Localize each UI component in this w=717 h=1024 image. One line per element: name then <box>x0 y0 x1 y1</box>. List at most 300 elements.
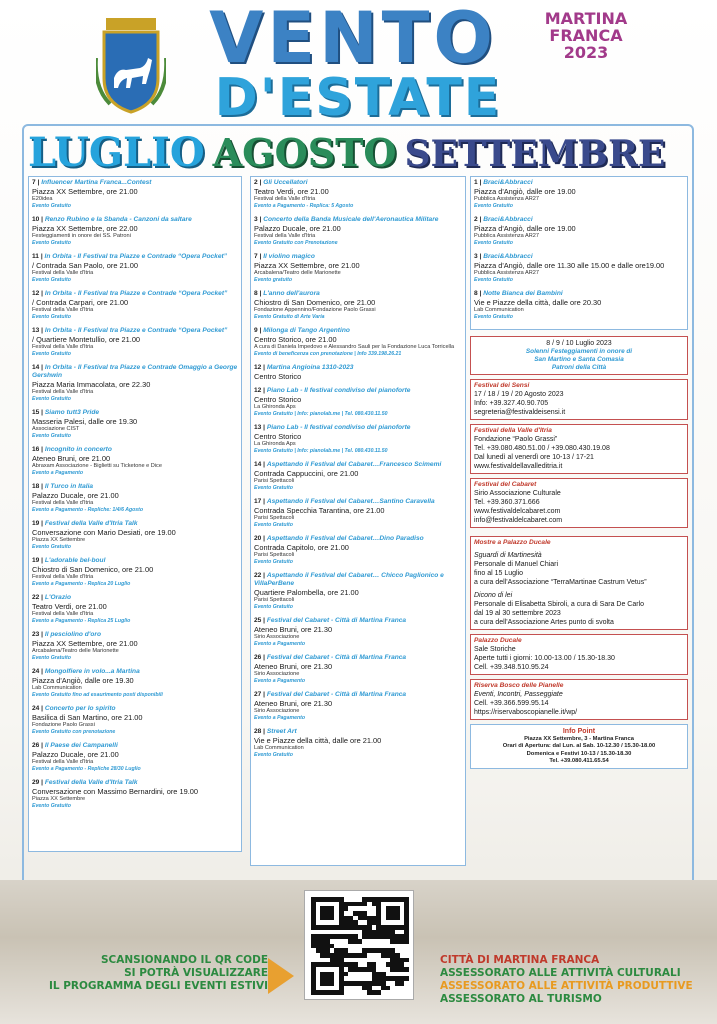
event-organizer: Sirio Associazione <box>254 708 300 714</box>
event-name: Festival del Cabaret - Città di Martina Franca <box>266 691 407 698</box>
event-ticket: Evento Gratuito <box>254 604 293 610</box>
event-day: 26 <box>32 742 40 749</box>
event-ticket: Evento Gratuito <box>32 544 71 550</box>
event-ticket: Evento Gratuito <box>32 277 71 283</box>
event-name: In Orbita - Il Festival tra Piazze e Contrade “Opera Pocket” <box>44 290 228 297</box>
event-separator: | <box>261 535 267 542</box>
event-title <box>32 364 238 380</box>
july-column <box>28 176 242 852</box>
patroni-box <box>470 336 688 375</box>
event-ticket: Evento Gratuito <box>254 522 293 528</box>
event-ticket: Evento a Pagamento - Replica 20 Luglio <box>32 581 131 587</box>
festival-cabaret-box <box>470 478 688 528</box>
event-name: L'anno dell'aurora <box>263 290 320 297</box>
event-item <box>254 691 462 722</box>
event-place: / Contrada San Paolo, ore 21.00 <box>32 261 139 270</box>
event-item <box>254 535 462 566</box>
festival-valle-box <box>470 424 688 474</box>
event-place: Vie e Piazze della città, dalle ore 21.00 <box>254 736 382 745</box>
mostre-b-curator: a cura dell'Associazione Artes punto di svolta <box>474 619 614 626</box>
info-point-phone: Tel. +39.080.411.65.54 <box>549 758 609 765</box>
event-title <box>32 483 238 491</box>
event-title <box>32 631 238 639</box>
event-place: Contrada Cappuccini, ore 21.00 <box>254 469 359 478</box>
event-organizer: Festival della Valle d'Itria <box>32 344 94 350</box>
month-july: LUGLIO <box>28 129 205 176</box>
event-ticket: Evento Gratuito <box>474 240 513 246</box>
bosco-pianelle-box <box>470 679 688 720</box>
festival-cabaret-org: Sirio Associazione Culturale <box>474 490 561 497</box>
event-item <box>254 179 462 210</box>
event-ticket: Evento Gratuito fino ad esaurimento posti disponibili <box>32 692 163 698</box>
event-item <box>32 594 238 625</box>
event-name: Concerto per lo spirito <box>44 705 116 712</box>
event-day: 24 <box>32 705 40 712</box>
event-day: 14 <box>254 461 262 468</box>
event-organizer: A cura di Daniela Impedovo e Alessandro Sauli per la Fondazione Luca Torricella <box>254 344 455 350</box>
event-separator: | <box>39 520 45 527</box>
mostre-box <box>470 536 688 630</box>
info-point-address: Piazza XX Settembre, 3 - Martina Franca <box>524 736 634 742</box>
city-crest-icon <box>96 18 166 114</box>
event-organizer: Pubblica Assistenza AR27 <box>474 270 539 276</box>
event-item <box>32 327 238 358</box>
event-day: 23 <box>32 631 40 638</box>
event-ticket: Evento Gratuito <box>32 314 71 320</box>
event-item <box>254 424 462 455</box>
info-point-box <box>470 724 688 769</box>
event-ticket: Evento Gratuito <box>474 203 513 209</box>
poster-title: VENTO <box>209 0 497 79</box>
festival-valle-web: www.festivaldellavalleditria.it <box>474 463 563 470</box>
event-title <box>32 742 238 750</box>
event-place: Conversazione con Mario Desiati, ore 19.00 <box>32 528 176 537</box>
event-separator: | <box>39 483 45 490</box>
event-ticket: Evento Gratuito <box>254 559 293 565</box>
event-name: Il violino magico <box>263 253 315 260</box>
mostre-b-title: Dicono di lei <box>474 592 513 599</box>
event-title <box>254 290 462 298</box>
event-day: 16 <box>32 446 40 453</box>
event-title <box>254 654 462 662</box>
july-events <box>28 176 242 852</box>
event-item <box>32 216 238 247</box>
event-ticket: Evento a Pagamento - Replica: 5 Agosto <box>254 203 354 209</box>
event-name: In Orbita - Il Festival tra Piazze e Contrade “Opera Pocket” <box>44 253 227 260</box>
august-column <box>250 176 466 866</box>
event-title <box>254 179 462 187</box>
event-name: L'Orazio <box>44 594 71 601</box>
event-title <box>254 572 462 588</box>
palazzo-ducale-hours: Aperte tutti i giorni: 10.00-13.00 / 15.30-18.30 <box>474 655 615 662</box>
event-item <box>254 216 462 247</box>
festival-valle-tel: Tel. +39.080.480.51.00 / +39.080.430.19.08 <box>474 445 610 452</box>
event-separator: | <box>39 290 45 297</box>
event-day: 22 <box>254 572 262 579</box>
event-name: Il Turco in Italia <box>44 483 94 490</box>
event-separator: | <box>261 654 267 661</box>
event-item <box>32 409 238 440</box>
event-title <box>254 424 462 432</box>
event-organizer: Piazza XX Settembre <box>32 796 86 802</box>
mostre-a-curator: a cura dell'Associazione “TerraMartinae Castrum Vetus” <box>474 579 647 586</box>
event-place: Centro Storico, ore 21.00 <box>254 335 337 344</box>
mostre-b-dates: dal 19 al 30 settembre 2023 <box>474 610 561 617</box>
event-ticket: Evento Gratuito <box>32 655 71 661</box>
event-separator: | <box>39 668 45 675</box>
event-title <box>254 253 462 261</box>
event-item <box>254 498 462 529</box>
event-item <box>254 728 462 759</box>
festival-sensi-title: Festival dei Sensi <box>474 382 530 389</box>
event-name: Festival del Cabaret - Città di Martina Franca <box>266 654 407 661</box>
bosco-pianelle-desc: Eventi, Incontri, Passeggiate <box>474 691 563 698</box>
event-organizer: Festival della Valle d'Itria <box>32 500 94 506</box>
event-organizer: Lab Communication <box>32 685 82 691</box>
event-day: 12 <box>32 290 40 297</box>
info-point-holidays: Domenica e Festivi 10-13 / 15.30-18.30 <box>526 750 632 757</box>
event-place: Piazza Maria Immacolata, ore 22.30 <box>32 380 151 389</box>
event-place: Piazza d'Angiò, dalle ore 19.00 <box>474 224 576 233</box>
info-point-title: Info Point <box>562 728 596 735</box>
event-separator: | <box>39 327 45 334</box>
event-place: Palazzo Ducale, ore 21.00 <box>32 491 119 500</box>
event-ticket: Evento Gratuito <box>32 203 71 209</box>
event-item <box>32 179 238 210</box>
event-separator: | <box>39 446 45 453</box>
event-day: 28 <box>254 728 262 735</box>
event-item <box>32 631 238 662</box>
event-title <box>254 364 462 372</box>
event-ticket: Evento a Pagamento <box>32 470 84 476</box>
event-name: Aspettando il Festival del Cabaret… Chicco Paglionico e VillaPerBene <box>254 572 444 587</box>
event-ticket: Evento Gratuito di Arte Varia <box>254 314 325 320</box>
qr-instructions <box>40 954 268 993</box>
event-separator: | <box>257 327 264 334</box>
event-ticket: Evento Gratuito <box>254 485 293 491</box>
event-name: Piano Lab - Il festival condiviso del pianoforte <box>266 424 411 431</box>
event-organizer: Fondazione Paolo Grassi <box>32 722 95 728</box>
event-separator: | <box>257 179 264 186</box>
event-name: Aspettando il Festival del Cabaret…Francesco Scimemi <box>266 461 442 468</box>
event-title <box>32 557 238 565</box>
festival-sensi-dates: 17 / 18 / 19 / 20 Agosto 2023 <box>474 391 564 398</box>
credits <box>440 954 700 1006</box>
event-day: 12 <box>254 364 262 371</box>
event-place: Ateneo Bruni, ore 21.30 <box>254 699 333 708</box>
patroni-line1: Solenni Festeggiamenti in onore di <box>525 348 633 355</box>
event-ticket: Evento Gratuito <box>474 277 513 283</box>
month-september: SETTEMBRE <box>404 133 666 175</box>
patroni-line2: San Martino e Santa Comasia <box>534 356 624 363</box>
event-name: Gli Uccellatori <box>263 179 308 186</box>
event-day: 2 <box>474 216 478 223</box>
event-item <box>32 520 238 551</box>
qr-instructions-line3: IL PROGRAMMA DEGLI EVENTI ESTIVI <box>48 980 268 992</box>
festival-cabaret-mail: info@festivaldelcabaret.com <box>474 517 563 524</box>
event-name: Braci&Abbracci <box>483 179 533 186</box>
event-separator: | <box>38 253 45 260</box>
event-day: 7 <box>32 179 36 186</box>
event-item <box>474 179 684 210</box>
event-organizer: Festival della Valle d'Itria <box>32 389 94 395</box>
qr-instructions-line2: SI POTRÀ VISUALIZZARE <box>124 967 268 979</box>
event-organizer: Pubblica Assistenza AR27 <box>474 233 539 239</box>
event-place: / Quartiere Montetullio, ore 21.00 <box>32 335 141 344</box>
event-title <box>254 691 462 699</box>
event-organizer: Festival della Valle d'Itria <box>32 611 94 617</box>
event-separator: | <box>261 691 267 698</box>
event-separator: | <box>477 179 484 186</box>
event-organizer: Arcabalena/Teatro delle Marionette <box>254 270 341 276</box>
event-title <box>32 594 238 602</box>
event-title <box>474 179 684 187</box>
event-ticket: Evento Gratuito <box>474 314 513 320</box>
event-separator: | <box>261 387 267 394</box>
palazzo-ducale-rooms: Sale Storiche <box>474 646 516 653</box>
event-title <box>32 668 238 676</box>
event-title <box>254 617 462 625</box>
event-organizer: Festival della Valle d'Itria <box>32 574 94 580</box>
event-item <box>254 572 462 611</box>
event-item <box>254 461 462 492</box>
event-organizer: Festival della Valle d'Itria <box>254 196 316 202</box>
palazzo-ducale-title: Palazzo Ducale <box>474 637 522 644</box>
event-day: 26 <box>254 654 262 661</box>
event-organizer: Festival della Valle d'Itria <box>32 307 94 313</box>
event-place: Centro Storico <box>254 432 302 441</box>
event-day: 3 <box>474 253 478 260</box>
patroni-date: 8 / 9 / 10 Luglio 2023 <box>546 340 612 347</box>
event-place: Masseria Palesi, dalle ore 19.30 <box>32 417 138 426</box>
event-day: 19 <box>32 520 40 527</box>
event-separator: | <box>39 557 45 564</box>
event-day: 3 <box>254 216 258 223</box>
event-organizer: Piazza XX Settembre <box>32 537 86 543</box>
event-place: Contrada Specchia Tarantina, ore 21.00 <box>254 506 385 515</box>
event-day: 7 <box>254 253 258 260</box>
event-place: Palazzo Ducale, ore 21.00 <box>32 750 119 759</box>
event-name: Braci&Abbracci <box>483 253 533 260</box>
event-place: Piazza d'Angiò, dalle ore 11.30 alle 15.00 e dalle ore19.00 <box>474 261 665 270</box>
event-name: L'adorable bel-boul <box>44 557 106 564</box>
event-ticket: Evento a Pagamento <box>254 678 306 684</box>
event-ticket: Evento a Pagamento - Repliche: 1/4/6 Agosto <box>32 507 144 513</box>
mostre-b-artist: Personale di Elisabetta Sbiroli, a cura di Sara De Carlo <box>474 601 645 608</box>
event-separator: | <box>257 253 264 260</box>
event-organizer: Sirio Associazione <box>254 671 300 677</box>
event-day: 19 <box>32 557 40 564</box>
festival-valle-title: Festival della Valle d'Itria <box>474 427 552 434</box>
info-point-hours: Orari di Apertura: dal Lun. al Sab. 10-12.30 / 15.30-18.00 <box>502 743 656 750</box>
event-separator: | <box>39 705 45 712</box>
event-place: Quartiere Palombella, ore 21.00 <box>254 588 359 597</box>
event-ticket: Evento Gratuito con Prenotazione <box>254 240 338 246</box>
event-item <box>32 253 238 284</box>
event-title <box>254 216 462 224</box>
event-day: 13 <box>32 327 40 334</box>
event-separator: | <box>39 364 45 371</box>
event-item <box>254 654 462 685</box>
credit-city: CITTÀ DI MARTINA FRANCA <box>440 954 600 966</box>
event-place: Chiostro di San Domenico, ore 21.00 <box>32 565 154 574</box>
arrow-right-icon <box>268 958 294 994</box>
event-organizer: La Ghironda Aps <box>254 441 296 447</box>
festival-sensi-mail: segreteria@festivaldeisensi.it <box>474 409 566 416</box>
event-day: 29 <box>32 779 40 786</box>
event-organizer: Pubblica Assistenza AR27 <box>474 196 539 202</box>
event-organizer: E20idea <box>32 196 53 202</box>
event-item <box>254 387 462 418</box>
event-name: Il pesciolino d'oro <box>44 631 102 638</box>
festival-valle-hours: Dal lunedì al venerdì ore 10-13 / 17-21 <box>474 454 594 461</box>
festival-cabaret-tel: Tel. +39.360.371.666 <box>474 499 540 506</box>
event-place: Centro Storico <box>254 372 302 381</box>
event-organizer: Sirio Associazione <box>254 634 300 640</box>
event-day: 20 <box>254 535 262 542</box>
event-separator: | <box>477 253 484 260</box>
event-name: Siamo tutt3 Pride <box>44 409 100 416</box>
event-organizer: Festeggiamenti in onore dei SS. Patroni <box>32 233 131 239</box>
event-separator: | <box>39 594 45 601</box>
event-name: Festival della Valle d'Itria Talk <box>44 779 138 786</box>
event-organizer: Parisi Spettacoli <box>254 597 295 603</box>
qr-code-pattern <box>311 897 409 995</box>
event-ticket: Evento Gratuito <box>32 396 71 402</box>
event-place: Piazza XX Settembre, ore 22.00 <box>32 224 138 233</box>
event-item <box>254 290 462 321</box>
september-column <box>470 176 688 773</box>
event-separator: | <box>261 728 267 735</box>
event-separator: | <box>39 216 45 223</box>
event-ticket: Evento a Pagamento - Repliche 28/30 Luglio <box>32 766 141 772</box>
event-separator: | <box>39 409 45 416</box>
event-separator: | <box>261 461 267 468</box>
event-title <box>32 409 238 417</box>
event-separator: | <box>261 572 267 579</box>
event-item <box>474 216 684 247</box>
festival-sensi-box <box>470 379 688 420</box>
event-ticket: Evento Gratuito | Info: pianolab.me | Tel. 080.430.11.50 <box>254 448 388 454</box>
event-separator: | <box>261 364 267 371</box>
event-organizer: Festival della Valle d'Itria <box>32 270 94 276</box>
event-item <box>32 705 238 736</box>
event-organizer: Lab Communication <box>474 307 524 313</box>
event-title <box>474 290 684 298</box>
event-ticket: Evento Gratuito <box>254 752 293 758</box>
event-ticket: Evento gratuito <box>254 277 293 283</box>
event-item <box>32 557 238 588</box>
event-name: Martina Angioina 1310-2023 <box>266 364 354 371</box>
event-place: Teatro Verdi, ore 21.00 <box>32 602 107 611</box>
event-title <box>32 253 238 261</box>
year-label: 2023 <box>563 43 609 62</box>
event-place: Palazzo Ducale, ore 21.00 <box>254 224 341 233</box>
credit-tourism: ASSESSORATO AL TURISMO <box>440 993 602 1005</box>
event-separator: | <box>35 179 42 186</box>
event-ticket: Evento Gratuito | Info: pianolab.me | Tel. 080.430.11.50 <box>254 411 388 417</box>
event-name: In Orbita - Il Festival tra Piazze e Contrade “Opera Pocket” <box>44 327 228 334</box>
event-place: Ateneo Bruni, ore 21.30 <box>254 625 333 634</box>
event-organizer: Parisi Spettacoli <box>254 515 295 521</box>
event-item <box>32 364 238 403</box>
palazzo-ducale-phone: Cell. +39.348.510.95.24 <box>474 664 549 671</box>
event-title <box>254 728 462 736</box>
event-day: 8 <box>474 290 478 297</box>
event-day: 9 <box>254 327 258 334</box>
event-title <box>32 779 238 787</box>
event-ticket: Evento di beneficenza con prenotazione | Info 339.198.26.21 <box>254 351 402 357</box>
event-day: 17 <box>254 498 262 505</box>
event-place: Piazza XX Settembre, ore 21.00 <box>32 187 138 196</box>
qr-code[interactable] <box>304 890 414 1000</box>
event-name: Incognito in concerto <box>44 446 112 453</box>
event-organizer: Festival della Valle d'Itria <box>254 233 316 239</box>
event-name: Mongolfiere in volo...a Martina <box>44 668 140 675</box>
event-place: Vie e Piazze della città, dalle ore 20.30 <box>474 298 602 307</box>
event-ticket: Evento Gratuito <box>32 351 71 357</box>
event-separator: | <box>477 290 484 297</box>
event-title <box>474 253 684 261</box>
city-name-line1: MARTINA <box>544 9 628 28</box>
event-organizer: Parisi Spettacoli <box>254 478 295 484</box>
event-place: Ateneo Bruni, ore 21.00 <box>32 454 111 463</box>
event-organizer: La Ghironda Aps <box>254 404 296 410</box>
event-place: Ateneo Bruni, ore 21.30 <box>254 662 333 671</box>
event-place: Chiostro di San Domenico, ore 21.00 <box>254 298 376 307</box>
event-item <box>32 446 238 477</box>
event-place: Piazza XX Settembre, ore 21.00 <box>32 639 138 648</box>
event-name: Aspettando il Festival del Cabaret…Dino Paradiso <box>266 535 424 542</box>
credit-production: ASSESSORATO ALLE ATTIVITÀ PRODUTTIVE <box>440 980 693 992</box>
event-name: Festival della Valle d'Itria Talk <box>44 520 138 527</box>
event-day: 15 <box>32 409 40 416</box>
event-organizer: Lab Communication <box>254 745 304 751</box>
event-name: Renzo Rubino e la Sbanda - Canzoni da saltare <box>44 216 192 223</box>
event-item <box>32 483 238 514</box>
event-day: 13 <box>254 424 262 431</box>
event-name: Notte Bianca dei Bambini <box>483 290 563 297</box>
event-separator: | <box>261 424 267 431</box>
event-title <box>32 179 238 187</box>
event-ticket: Evento Gratuito con prenotazione <box>32 729 116 735</box>
credit-culture: ASSESSORATO ALLE ATTIVITÀ CULTURALI <box>440 967 681 979</box>
city-label <box>536 10 636 61</box>
event-name: Festival del Cabaret - Città di Martina Franca <box>266 617 407 624</box>
event-name: Piano Lab - Il festival condiviso del pianoforte <box>266 387 411 394</box>
event-separator: | <box>261 617 267 624</box>
event-day: 25 <box>254 617 262 624</box>
event-title <box>32 520 238 528</box>
event-day: 14 <box>32 364 40 371</box>
mostre-a-title: Sguardi di Martinesità <box>474 552 542 559</box>
event-place: Piazza XX Settembre, ore 21.00 <box>254 261 360 270</box>
event-title <box>32 290 238 298</box>
event-item <box>474 253 684 284</box>
event-name: Braci&Abbracci <box>483 216 533 223</box>
event-place: Piazza d'Angiò, dalle ore 19.00 <box>474 187 576 196</box>
event-separator: | <box>39 779 45 786</box>
event-name: Il Paese dei Campanelli <box>44 742 118 749</box>
event-ticket: Evento Gratuito <box>32 240 71 246</box>
event-title <box>32 216 238 224</box>
event-title <box>474 216 684 224</box>
event-title <box>254 535 462 543</box>
event-item <box>254 364 462 381</box>
event-name: Influencer Martina Franca...Contest <box>41 179 152 186</box>
event-separator: | <box>257 290 264 297</box>
event-organizer: Parisi Spettacoli <box>254 552 295 558</box>
